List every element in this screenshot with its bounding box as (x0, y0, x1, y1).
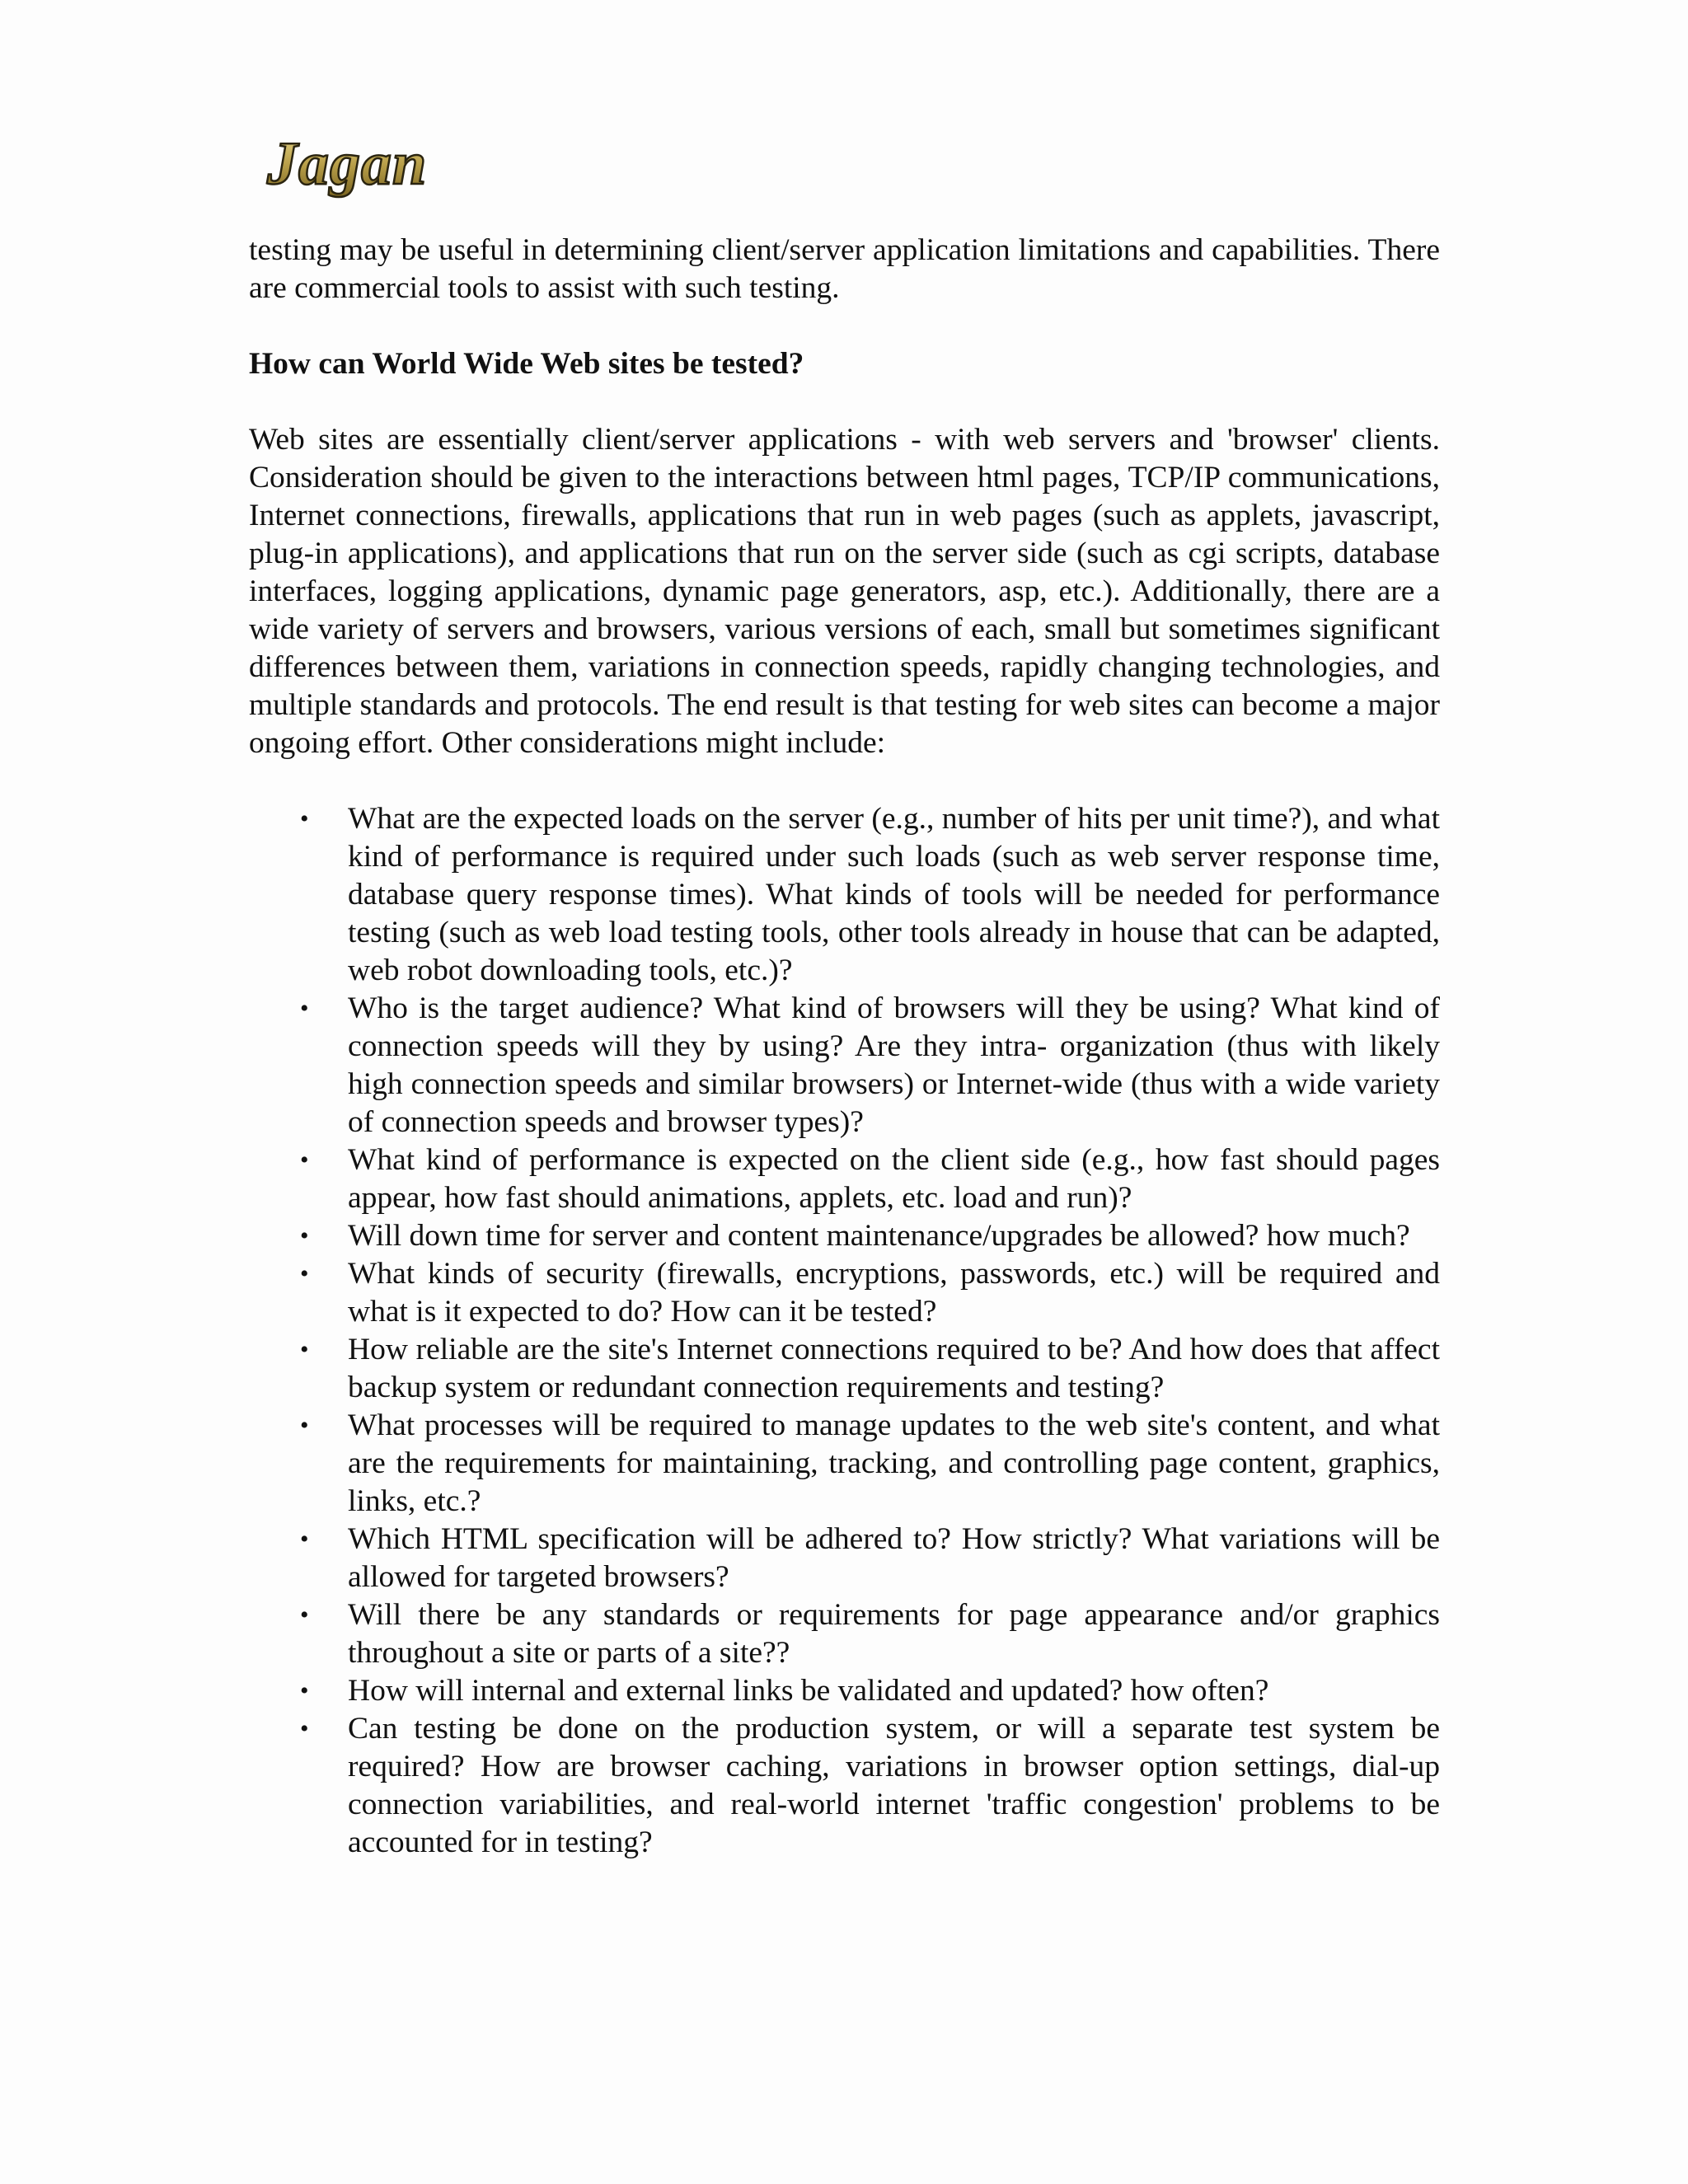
list-item (249, 990, 1440, 1141)
intro-paragraph: testing may be useful in determining client/server application limitations and capabilities. There are commercial tools to assist with such testing. (249, 233, 1440, 305)
bullet-icon: • (300, 1601, 309, 1629)
bullet-icon: • (300, 1336, 309, 1363)
svg-text:Jagan: Jagan (267, 130, 428, 198)
jagan-logo (262, 128, 460, 218)
list-item (249, 1331, 1440, 1407)
body-paragraph: Web sites are essentially client/server applications - with web servers and 'browser' clients. Consideration should be given to the interactions between html pages, TCP/IP communications, Internet connections, firewalls, applications that run in web pages (such as applets, javascript, plug-in applications), and applications that run on the server side (such as cgi scripts, database interfaces, logging applications, dynamic page generators, asp, etc.). Additionally, there are a wide variety of servers and browsers, various versions of each, small but sometimes significant differences between them, variations in connection speeds, rapidly changing technologies, and multiple standards and protocols. The end result is that testing for web sites can become a major ongoing effort. Other considerations might include: (249, 423, 1440, 760)
list-item-text: Can testing be done on the production system, or will a separate test system be required? How are browser caching, variations in browser option settings, dial-up connection variabilities, and real-world internet 'traffic congestion' problems to be accounted for in testing? (348, 1712, 1440, 1859)
bullet-icon: • (300, 995, 309, 1022)
logo-graphic (262, 128, 460, 218)
considerations-list (249, 800, 1440, 1862)
bullet-icon: • (300, 1146, 309, 1174)
list-item (249, 1672, 1440, 1710)
bullet-icon: • (300, 805, 309, 832)
section-heading: How can World Wide Web sites be tested? (249, 347, 804, 381)
list-item-text: What kind of performance is expected on the client side (e.g., how fast should pages appear, how fast should animations, applets, etc. load and run)? (348, 1143, 1440, 1215)
bullet-icon: • (300, 1260, 309, 1287)
list-item (249, 1521, 1440, 1596)
list-item-text: What processes will be required to manage updates to the web site's content, and what are the requirements for maintaining, tracking, and controlling page content, graphics, links, etc.? (348, 1408, 1440, 1518)
list-item (249, 1141, 1440, 1217)
document-page (249, 232, 1440, 1862)
list-item-text: How will internal and external links be validated and updated? how often? (348, 1674, 1269, 1708)
bullet-icon: • (300, 1222, 309, 1249)
list-item (249, 1710, 1440, 1862)
list-item-text: How reliable are the site's Internet connections required to be? And how does that affect backup system or redundant connection requirements and testing? (348, 1333, 1440, 1404)
list-item (249, 1596, 1440, 1672)
list-item (249, 1255, 1440, 1331)
bullet-icon: • (300, 1677, 309, 1704)
bullet-icon: • (300, 1412, 309, 1439)
list-item-text: What kinds of security (firewalls, encryptions, passwords, etc.) will be required and what is it expected to do? How can it be tested? (348, 1257, 1440, 1329)
list-item-text: Who is the target audience? What kind of browsers will they be using? What kind of connection speeds will they by using? Are they intra- organization (thus with likely high connection speeds and similar browsers) or Internet-wide (thus with a wide variety of connection speeds and browser types)? (348, 991, 1440, 1139)
list-item-text: Will there be any standards or requirements for page appearance and/or graphics throughout a site or parts of a site?? (348, 1598, 1440, 1670)
list-item (249, 1217, 1440, 1255)
list-item-text: What are the expected loads on the server (e.g., number of hits per unit time?), and what kind of performance is required under such loads (such as web server response time, database query response times). What kinds of tools will be needed for performance testing (such as web load testing tools, other tools already in house that can be adapted, web robot downloading tools, etc.)? (348, 802, 1440, 987)
bullet-icon: • (300, 1526, 309, 1553)
list-item (249, 1407, 1440, 1521)
list-item-text: Will down time for server and content maintenance/upgrades be allowed? how much? (348, 1219, 1410, 1253)
list-item (249, 800, 1440, 990)
list-item-text: Which HTML specification will be adhered to? How strictly? What variations will be allowed for targeted browsers? (348, 1522, 1440, 1594)
bullet-icon: • (300, 1715, 309, 1742)
